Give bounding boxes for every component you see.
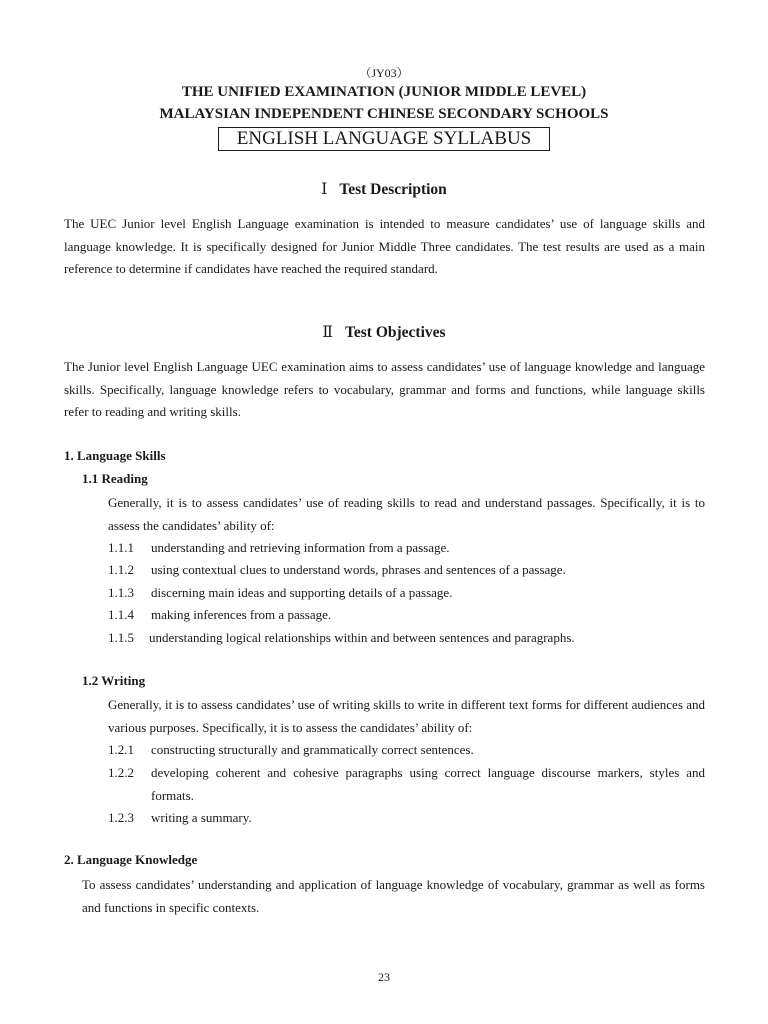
document-code: （JY03） bbox=[359, 66, 409, 80]
section-heading-test-description bbox=[0, 180, 768, 199]
writing-heading: 1.2 Writing bbox=[82, 673, 146, 688]
section-numeral: Ⅰ bbox=[321, 181, 328, 198]
list-item-number: 1.1.4 bbox=[108, 607, 134, 622]
list-item-number: 1.2.1 bbox=[108, 742, 134, 757]
list-item-text: understanding and retrieving information from a passage. bbox=[151, 540, 450, 555]
language-knowledge-heading: 2. Language Knowledge bbox=[64, 852, 198, 867]
page-number: 23 bbox=[378, 970, 390, 984]
list-item-text: making inferences from a passage. bbox=[151, 607, 332, 622]
section-title: Test Description bbox=[339, 181, 447, 198]
list-item-text: writing a summary. bbox=[151, 810, 252, 825]
list-item-text: developing coherent and cohesive paragraphs using correct language discourse markers, styles and formats. bbox=[151, 765, 705, 803]
list-item-text: understanding logical relationships within and between sentences and paragraphs. bbox=[149, 630, 575, 645]
list-item-number: 1.1.1 bbox=[108, 540, 134, 555]
boxed-title-wrapper bbox=[0, 127, 768, 151]
test-objectives-paragraph: The Junior level English Language UEC examination aims to assess candidates’ use of language knowledge and language skills. Specifically, language knowledge refers to vocabulary, grammar and forms and functions, while language skills refer to reading and writing skills. bbox=[64, 359, 705, 419]
section-title: Test Objectives bbox=[344, 324, 446, 341]
writing-intro: Generally, it is to assess candidates’ use of writing skills to write in different text forms for different audiences and various purposes. Specifically, it is to assess the candidates’ ability of: bbox=[108, 697, 705, 735]
language-skills-heading: 1. Language Skills bbox=[64, 448, 166, 463]
language-knowledge-paragraph: To assess candidates’ understanding and application of language knowledge of vocabulary, grammar as well as forms and functions in specific contexts. bbox=[82, 877, 705, 915]
list-item-number: 1.1.3 bbox=[108, 585, 134, 600]
school-title: MALAYSIAN INDEPENDENT CHINESE SECONDARY SCHOOLS bbox=[159, 106, 609, 122]
exam-title: THE UNIFIED EXAMINATION (JUNIOR MIDDLE LEVEL) bbox=[181, 84, 587, 100]
section-numeral: Ⅱ bbox=[322, 324, 333, 341]
list-item-number: 1.1.5 bbox=[108, 630, 134, 645]
reading-heading: 1.1 Reading bbox=[82, 471, 148, 486]
list-item-number: 1.1.2 bbox=[108, 562, 134, 577]
list-item-text: discerning main ideas and supporting details of a passage. bbox=[151, 585, 453, 600]
list-item-number: 1.2.3 bbox=[108, 810, 134, 825]
syllabus-title: ENGLISH LANGUAGE SYLLABUS bbox=[218, 127, 550, 151]
list-item-number: 1.2.2 bbox=[108, 765, 134, 780]
reading-intro: Generally, it is to assess candidates’ use of reading skills to read and understand passages. Specifically, it is to assess the candidates’ ability of: bbox=[108, 495, 705, 533]
test-description-paragraph: The UEC Junior level English Language examination is intended to measure candidates’ use of language skills and language knowledge. It is specifically designed for Junior Middle Three candidates. The test results are used as a main reference to determine if candidates have reached the required standard. bbox=[64, 216, 705, 276]
list-item-text: using contextual clues to understand words, phrases and sentences of a passage. bbox=[151, 562, 566, 577]
section-heading-test-objectives bbox=[0, 323, 768, 342]
list-item-text: constructing structurally and grammatically correct sentences. bbox=[151, 742, 474, 757]
